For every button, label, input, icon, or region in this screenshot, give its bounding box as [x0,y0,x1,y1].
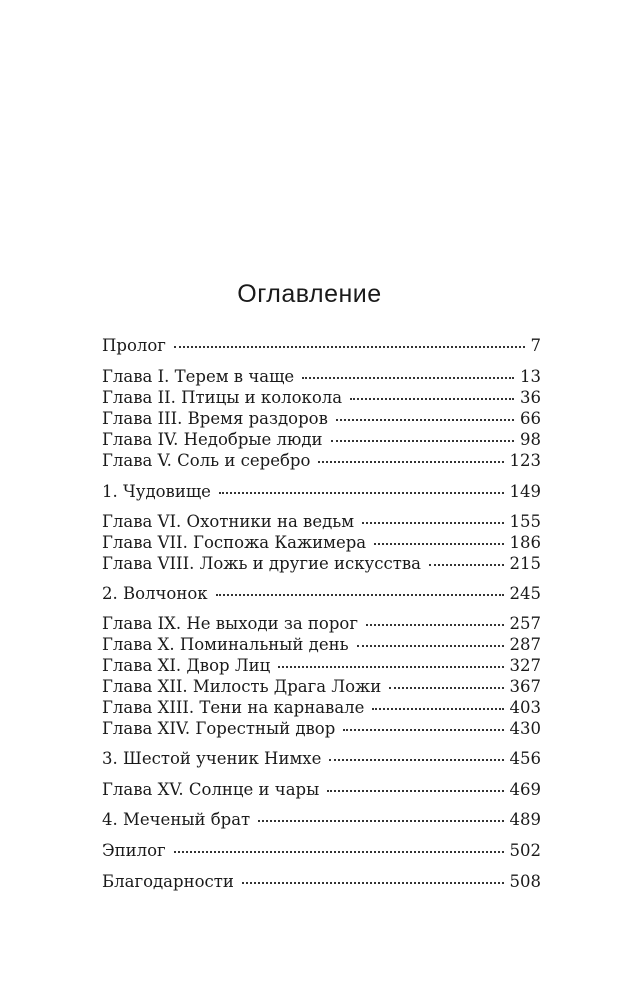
dot-leader [302,376,514,379]
toc-entry [102,718,541,740]
toc-entry [102,511,541,533]
toc-entry [102,697,541,719]
toc-entry-label: Глава III. Время раздоров [102,409,328,428]
dot-leader [258,819,503,822]
dot-leader [329,758,503,761]
toc-entry-page: 257 [509,614,541,633]
toc-entry-page: 508 [509,872,541,891]
dot-leader [362,521,503,524]
toc-entry [102,450,541,472]
toc-entry [102,779,541,801]
toc-entry-label: Благодарности [102,872,234,891]
toc-entry-page: 502 [509,841,541,860]
toc-entry [102,748,541,770]
toc-entry-page: 469 [509,780,541,799]
dot-leader [350,397,514,400]
toc-entry-page: 430 [509,719,541,738]
toc-entry-label: Глава XI. Двор Лиц [102,656,271,675]
toc-entry-page: 7 [530,336,541,355]
dot-leader [318,460,503,463]
toc-entry-label: Глава XV. Солнце и чары [102,780,320,799]
dot-leader [174,345,525,348]
toc-entry-label: Глава VI. Охотники на ведьм [102,512,355,531]
toc-entry-label: Глава VII. Госпожа Кажимера [102,533,367,552]
toc-entry [102,583,541,605]
dot-leader [242,881,504,884]
toc-entry-page: 456 [509,749,541,768]
toc-entry [102,809,541,831]
toc-entry [102,655,541,677]
toc-entry-page: 36 [520,388,541,407]
dot-leader [216,593,504,596]
dot-leader [357,644,504,647]
toc-entry-page: 245 [509,584,541,603]
toc-entry-page: 123 [509,451,541,470]
toc-entry [102,532,541,554]
toc-entry-page: 489 [509,810,541,829]
toc-entry-label: Глава I. Терем в чаще [102,367,295,386]
toc-entry [102,553,541,575]
dot-leader [343,728,503,731]
toc-entry-label: Глава VIII. Ложь и другие искусства [102,554,422,573]
toc-entry-page: 327 [509,656,541,675]
toc-entry-label: Глава V. Соль и серебро [102,451,311,470]
toc-entry [102,840,541,862]
dot-leader [327,789,503,792]
toc-entry-label: Пролог [102,336,166,355]
toc-entry-label: Глава IV. Недобрые люди [102,430,323,449]
dot-leader [372,707,503,710]
toc-entry-page: 98 [520,430,541,449]
toc-entry-page: 403 [509,698,541,717]
dot-leader [219,491,504,494]
toc-entry-label: Глава IX. Не выходи за порог [102,614,358,633]
toc-entry [102,366,541,388]
toc-entry [102,676,541,698]
toc-entry-page: 186 [509,533,541,552]
dot-leader [331,439,514,442]
toc-entry-label: Глава XIV. Горестный двор [102,719,336,738]
toc-entry-page: 367 [509,677,541,696]
toc-entry [102,871,541,893]
toc-entry-page: 155 [509,512,541,531]
toc-entry [102,335,541,357]
toc-entry [102,481,541,503]
toc-entry-page: 13 [520,367,541,386]
toc-entry-label: 2. Волчонок [102,584,208,603]
toc-entry-label: 4. Меченый брат [102,810,251,829]
toc-entry [102,387,541,409]
dot-leader [429,563,503,566]
toc-entry-page: 149 [509,482,541,501]
toc-entry [102,408,541,430]
dot-leader [174,850,504,853]
toc-entry [102,634,541,656]
dot-leader [278,665,503,668]
toc-entry [102,429,541,451]
dot-leader [336,418,514,421]
toc-entry-page: 215 [509,554,541,573]
toc-entry-page: 66 [520,409,541,428]
dot-leader [374,542,503,545]
toc-entry-label: Глава II. Птицы и колокола [102,388,343,407]
toc-entry [102,613,541,635]
toc-entry-label: Глава XII. Милость Драга Ложи [102,677,382,696]
dot-leader [389,686,503,689]
toc-entry-label: Глава XIII. Тени на карнавале [102,698,365,717]
dot-leader [366,623,504,626]
toc-entry-page: 287 [509,635,541,654]
toc-entry-label: Эпилог [102,841,166,860]
toc-entry-label: Глава X. Поминальный день [102,635,349,654]
toc-entry-label: 1. Чудовище [102,482,211,501]
toc-entry-label: 3. Шестой ученик Нимхе [102,749,322,768]
toc-heading: Оглавление [237,280,382,308]
